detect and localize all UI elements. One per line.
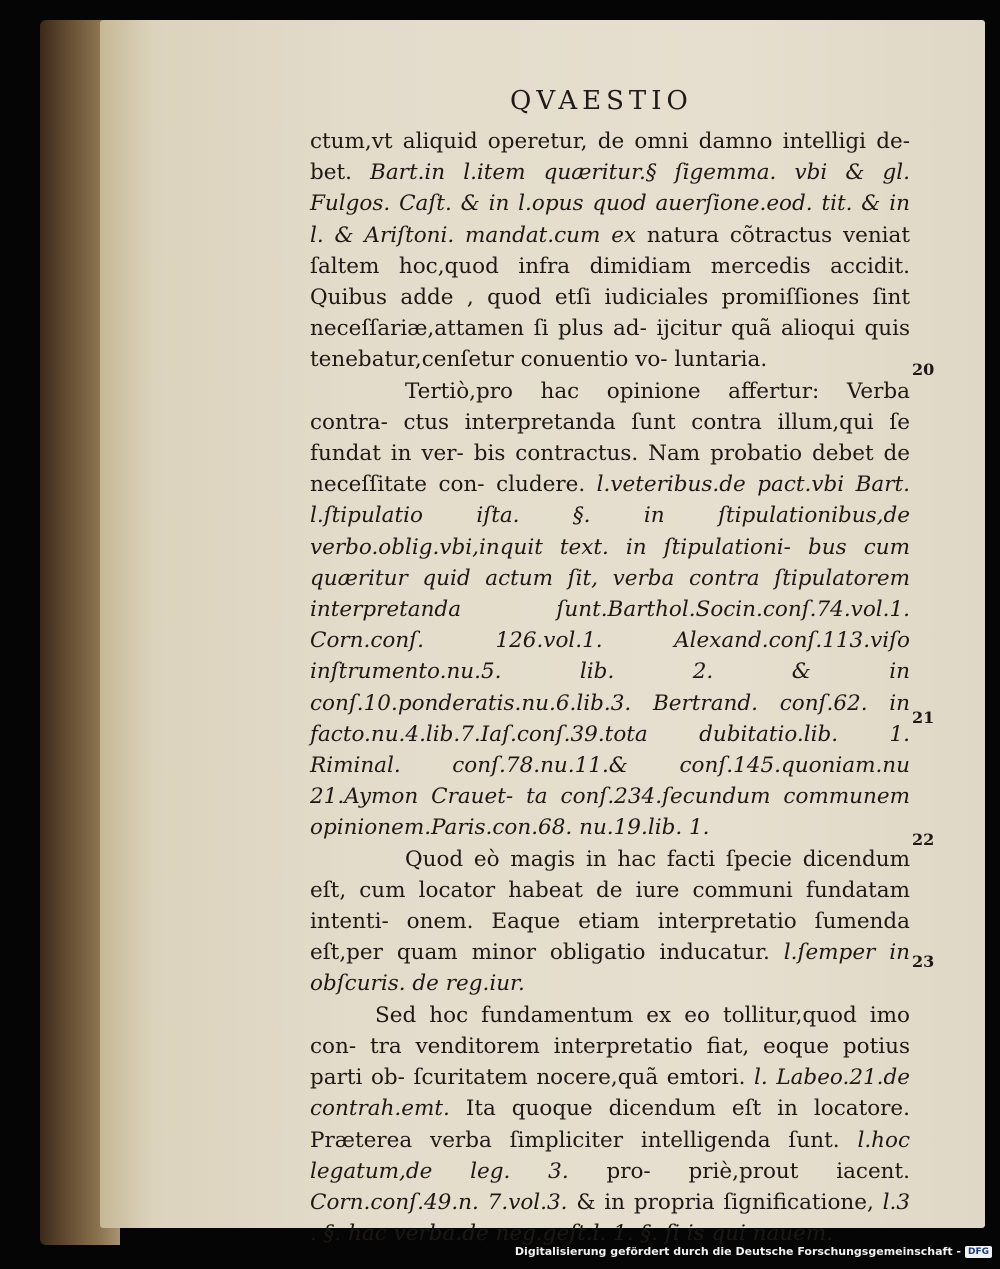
paragraph-2: Tertiò,pro hac opinione affertur: Verba contra- ctus interpretanda ſunt contra illum,qui ſe fundat in ver- bis contractus. Nam probatio debet de neceſſitate con- cludere. l.veteribus.de pact.vbi Bart. l.ſtipulatio iſta. §. in ſtipulationibus,de verbo.oblig.vbi,inquit text. in ſtipulationi- bus cum quæritur quid actum ſit, verba contra ſtipulatorem interpretanda ſunt.Barthol.Socin.conſ.74.vol.1. Corn.conſ. 126.vol.1. Alexand.conſ.113.viſo inſtrumento.nu.5. lib. 2. & in conſ.10.ponderatis.nu.6.lib.3. Bertrand. conſ.62. in facto.nu.4.lib.7.Iaſ.conſ.39.tota dubitatio.lib. 1. Riminal. conſ.78.nu.11.& conſ.145.quoniam.nu 21.Aymon Crauet- ta conſ.234.ſecundum communem opinionem.Paris.con.68. nu.19.lib. 1. [310, 378, 911, 841]
dfg-logo: DFG [965, 1246, 992, 1258]
running-header: QVAESTIO [510, 86, 693, 116]
paragraph-3: Quod eò magis in hac facti ſpecie dicendum eſt, cum locator habeat de iure communi fundatam intenti- onem. Eaque etiam interpretatio ſumenda eſt,per quam minor obligatio inducatur. l.ſemper in obſcuris. de reg.iur. [310, 846, 911, 997]
margin-number-20: 20 [912, 360, 935, 379]
footer-credit [515, 1245, 992, 1258]
margin-number-22: 22 [912, 830, 935, 849]
paragraph-4: Sed hoc fundamentum ex eo tollitur,quod imo con- tra venditorem interpretatio fiat, eoque potius parti ob- ſcuritatem nocere,quã emtori. l. Labeo.21.de contrah.emt. Ita quoque dicendum eſt in locatore. Præterea verba ſimpliciter intelligenda ſunt. l.hoc legatum,de leg. 3. pro- priè,prout iacent. Corn.conſ.49.n. 7.vol.3. & in propria ſignificatione, l.3 . §. hac verba.de neg.geſt.l. 1. §. ſi is qui nauem. [310, 1002, 911, 1247]
paragraph-1: ctum,vt aliquid operetur, de omni damno intelligi de- bet. Bart.in l.item quæritur.§ ſigemma. vbi & gl. Fulgos. Caſt. & in l.opus quod auerſione.eod. tit. & in l. & Ariſtoni. mandat.cum ex natura cõtractus veniat ſaltem hoc,quod infra dimidiam mercedis accidit. Quibus adde , quod etſi iudiciales promiſſiones ſint neceſſariæ,attamen ſi plus ad- ijcitur quã alioqui quis tenebatur,cenſetur conuentio vo- luntaria. [310, 129, 911, 373]
margin-number-23: 23 [912, 952, 935, 971]
margin-number-21: 21 [912, 708, 935, 727]
body-text [310, 126, 910, 1249]
footer-text: Digitalisierung gefördert durch die Deutsche Forschungsgemeinschaft - [514, 1245, 961, 1258]
